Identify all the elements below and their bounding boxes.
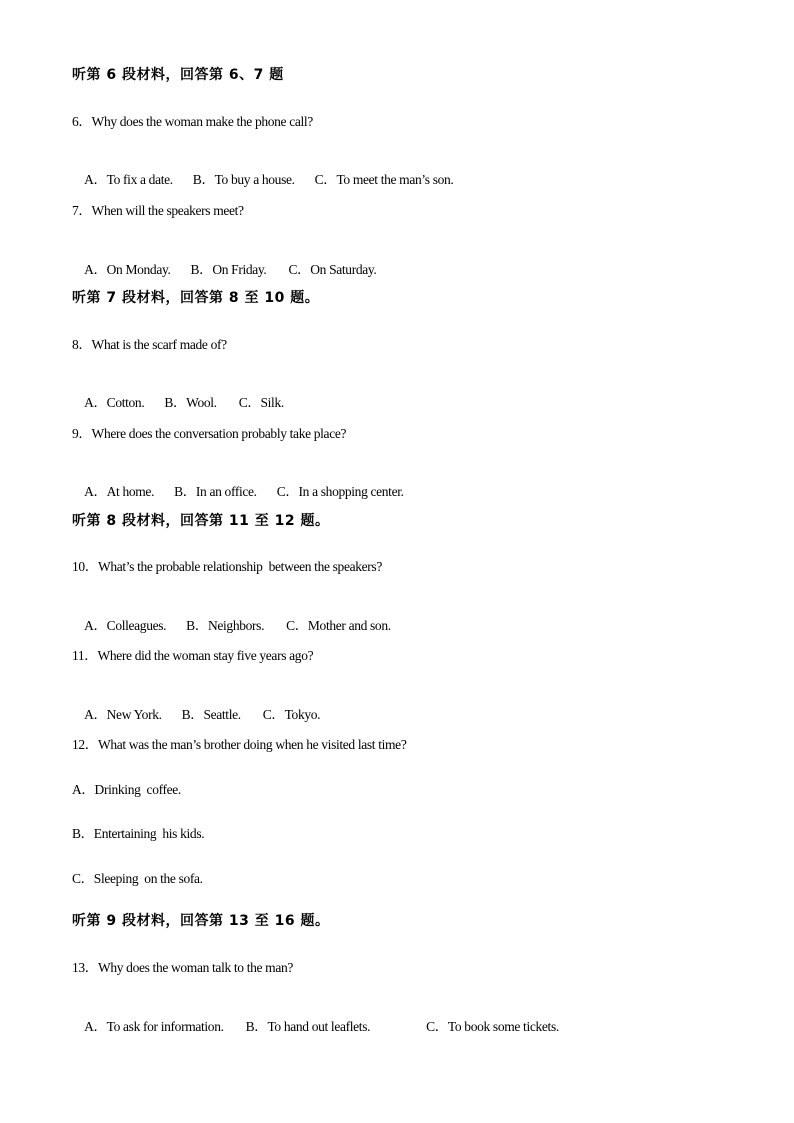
options-row: [72, 159, 453, 200]
option-a[interactable]: A．Colleagues.: [84, 617, 167, 633]
question-stem: 12．What was the man’s brother doing when he visited last time?: [72, 737, 407, 752]
option-b[interactable]: B．To hand out leaflets.: [245, 1018, 371, 1034]
options-row: [72, 605, 391, 646]
option-c[interactable]: C．To meet the man’s son.: [314, 171, 454, 187]
option-b[interactable]: B．In an office.: [174, 483, 257, 499]
option-a[interactable]: A．Cotton.: [84, 394, 145, 410]
option-c[interactable]: C．Sleeping on the sofa.: [72, 871, 203, 886]
question-stem: 10．What’s the probable relationship between the speakers?: [72, 559, 382, 574]
option-c[interactable]: C．On Saturday.: [288, 261, 377, 277]
question-stem: 9．Where does the conversation probably take place?: [72, 426, 347, 441]
question-stem: 13．Why does the woman talk to the man?: [72, 960, 294, 975]
options-row: [72, 382, 284, 423]
option-a[interactable]: A．Drinking coffee.: [72, 782, 181, 797]
section-heading: 听第 8 段材料，回答第 11 至 12 题。: [72, 513, 330, 529]
option-b[interactable]: B．Seattle.: [181, 706, 241, 722]
option-a[interactable]: A．On Monday.: [84, 261, 171, 277]
option-b[interactable]: B．To buy a house.: [192, 171, 295, 187]
section-heading: 听第 6 段材料，回答第 6、7 题: [72, 67, 284, 83]
option-a[interactable]: A．To ask for information.: [84, 1018, 224, 1034]
section-heading: 听第 7 段材料，回答第 8 至 10 题。: [72, 290, 320, 306]
option-a[interactable]: A．To fix a date.: [84, 171, 173, 187]
option-b[interactable]: B．On Friday.: [190, 261, 267, 277]
option-c[interactable]: C．Mother and son.: [286, 617, 391, 633]
question-stem: 7．When will the speakers meet?: [72, 203, 244, 218]
options-row: [72, 471, 404, 512]
option-a[interactable]: A．At home.: [84, 483, 155, 499]
option-b[interactable]: B．Neighbors.: [186, 617, 265, 633]
question-stem: 8．What is the scarf made of?: [72, 337, 227, 352]
option-c[interactable]: C．In a shopping center.: [276, 483, 404, 499]
options-row: [72, 694, 320, 735]
options-row: [72, 1006, 559, 1047]
option-b[interactable]: B．Entertaining his kids.: [72, 826, 205, 841]
option-b[interactable]: B．Wool.: [164, 394, 217, 410]
option-a[interactable]: A．New York.: [84, 706, 162, 722]
option-c[interactable]: C．Silk.: [238, 394, 284, 410]
option-c[interactable]: C．Tokyo.: [262, 706, 321, 722]
option-c[interactable]: C．To book some tickets.: [426, 1018, 559, 1034]
question-stem: 11．Where did the woman stay five years ago?: [72, 648, 314, 663]
section-heading: 听第 9 段材料，回答第 13 至 16 题。: [72, 913, 330, 929]
options-row: [72, 249, 376, 290]
question-stem: 6．Why does the woman make the phone call?: [72, 114, 313, 129]
